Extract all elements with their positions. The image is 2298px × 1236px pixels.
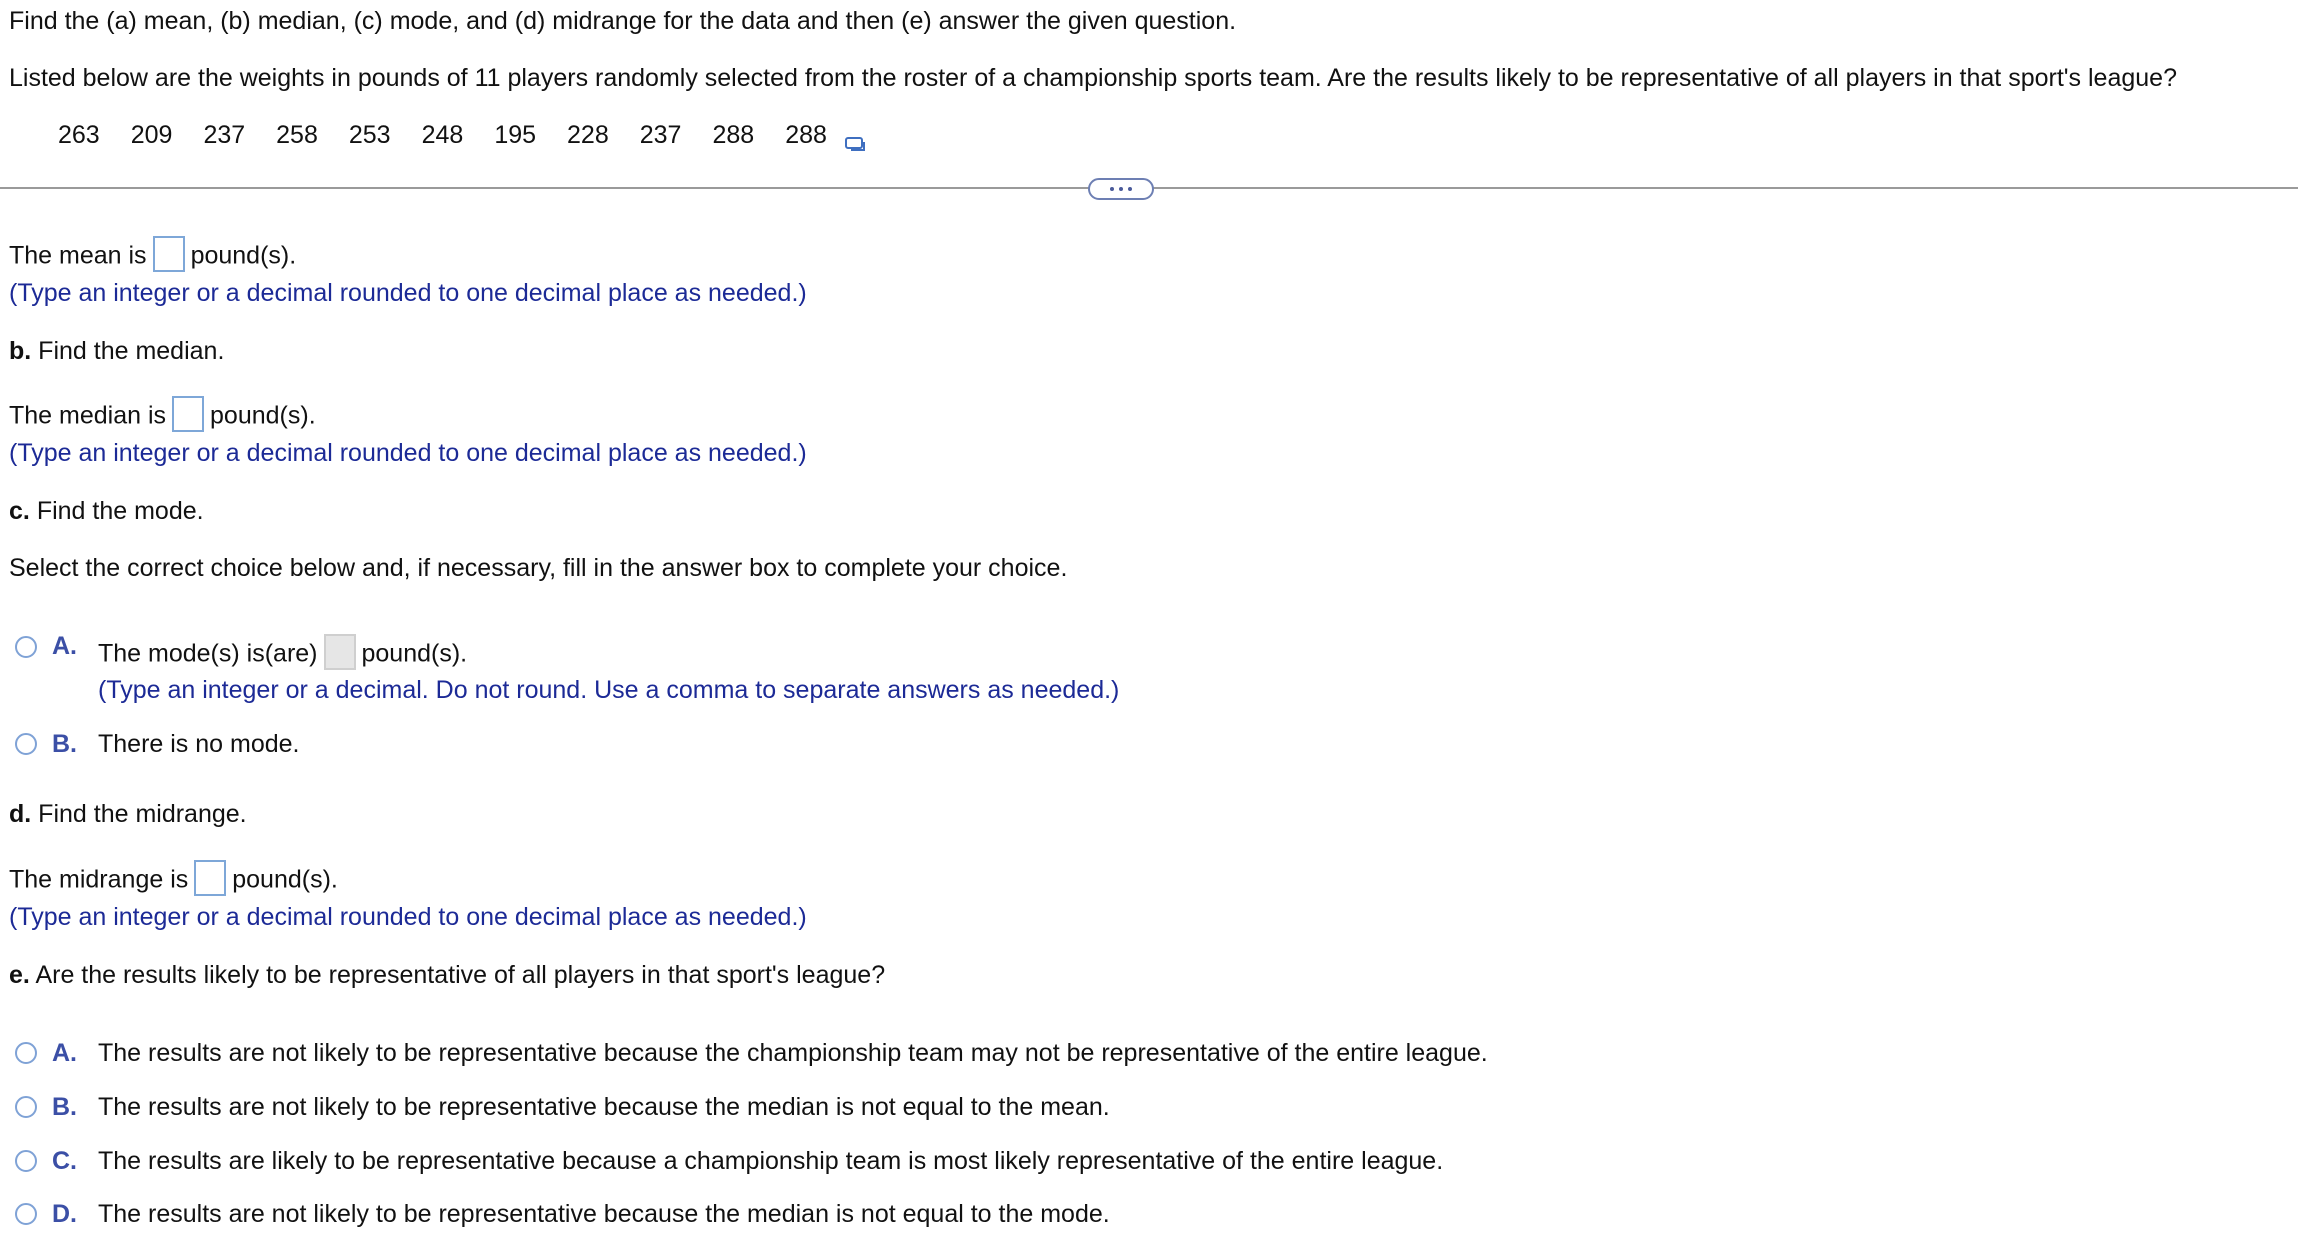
mode-option-a-hint: (Type an integer or a decimal. Do not round. Use a comma to separate answers as needed.) [98,676,1120,704]
part-d-label: d. [9,800,32,828]
mode-option-a-radio[interactable] [15,636,37,658]
representative-option-a-text: The results are not likely to be representative because the championship team may not be representative of the entire league. [98,1039,1488,1067]
midrange-hint: (Type an integer or a decimal rounded to one decimal place as needed.) [9,903,807,931]
representative-option-d-radio[interactable] [15,1203,37,1225]
copy-data-icon[interactable] [845,131,867,145]
data-value: 253 [348,121,391,149]
mean-answer-input[interactable] [153,236,185,272]
mode-option-b-letter: B. [52,730,77,758]
representative-option-b-radio[interactable] [15,1096,37,1118]
part-e-label: e. [9,961,30,989]
data-value: 288 [785,121,827,149]
data-values-row [58,121,867,150]
part-b-label: b. [9,337,32,365]
representative-option-c-radio[interactable] [15,1150,37,1172]
mean-hint: (Type an integer or a decimal rounded to one decimal place as needed.) [9,279,807,307]
median-hint: (Type an integer or a decimal rounded to one decimal place as needed.) [9,439,807,467]
data-value: 195 [494,121,537,149]
instruction-text: Find the (a) mean, (b) median, (c) mode, and (d) midrange for the data and then (e) answer the given question. [9,7,1237,35]
part-c-question: Find the mode. [36,497,204,525]
data-value: 209 [130,121,173,149]
mean-prefix: The mean is [9,241,147,270]
midrange-suffix: pound(s). [232,865,338,894]
part-b-question: Find the median. [38,337,225,365]
part-c-label: c. [9,497,30,525]
representative-option-a-radio[interactable] [15,1042,37,1064]
data-value: 228 [567,121,609,149]
representative-option-b-text: The results are not likely to be representative because the median is not equal to the mean. [98,1093,1110,1121]
representative-option-b-letter: B. [52,1093,77,1121]
representative-option-d-text: The results are not likely to be representative because the median is not equal to the mode. [98,1200,1110,1228]
mode-option-a-line [98,637,467,673]
representative-option-c-letter: C. [52,1147,77,1175]
midrange-answer-input[interactable] [194,860,226,896]
part-e-question: Are the results likely to be representative of all players in that sport's league? [35,961,886,989]
mode-option-a-letter: A. [52,632,77,660]
representative-option-d-letter: D. [52,1200,77,1228]
part-d-heading [9,799,247,829]
mean-answer-line [9,239,296,275]
part-c-heading [9,496,204,526]
problem-text: Listed below are the weights in pounds of 11 players randomly selected from the roster of a championship sports team. Are the results likely to be representative of all players in that sport's league? [9,64,2177,92]
mode-option-a-suffix: pound(s). [361,639,468,668]
mean-suffix: pound(s). [190,241,297,270]
data-value: 263 [58,121,100,149]
part-d-question: Find the midrange. [38,800,247,828]
data-value: 237 [639,121,682,149]
representative-option-c-text: The results are likely to be representative because a championship team is most likely representative of the entire league. [98,1147,1444,1175]
median-answer-input[interactable] [172,396,204,432]
mode-option-b-radio[interactable] [15,733,37,755]
data-value: 258 [276,121,318,149]
mode-select-instruction: Select the correct choice below and, if necessary, fill in the answer box to complete your choice. [9,554,1068,582]
data-value: 237 [203,121,246,149]
median-prefix: The median is [9,401,167,430]
midrange-answer-line [9,863,338,899]
mode-answer-input[interactable] [324,634,356,670]
part-b-heading [9,336,224,366]
midrange-prefix: The midrange is [9,865,189,894]
mode-option-a-prefix: The mode(s) is(are) [98,639,318,668]
part-e-heading [9,960,885,990]
median-suffix: pound(s). [210,401,316,430]
more-options-icon[interactable] [1088,178,1154,200]
data-value: 288 [712,121,755,149]
median-answer-line [9,399,316,435]
mode-option-b-text: There is no mode. [98,730,300,758]
representative-option-a-letter: A. [52,1039,77,1067]
data-value: 248 [421,121,464,149]
